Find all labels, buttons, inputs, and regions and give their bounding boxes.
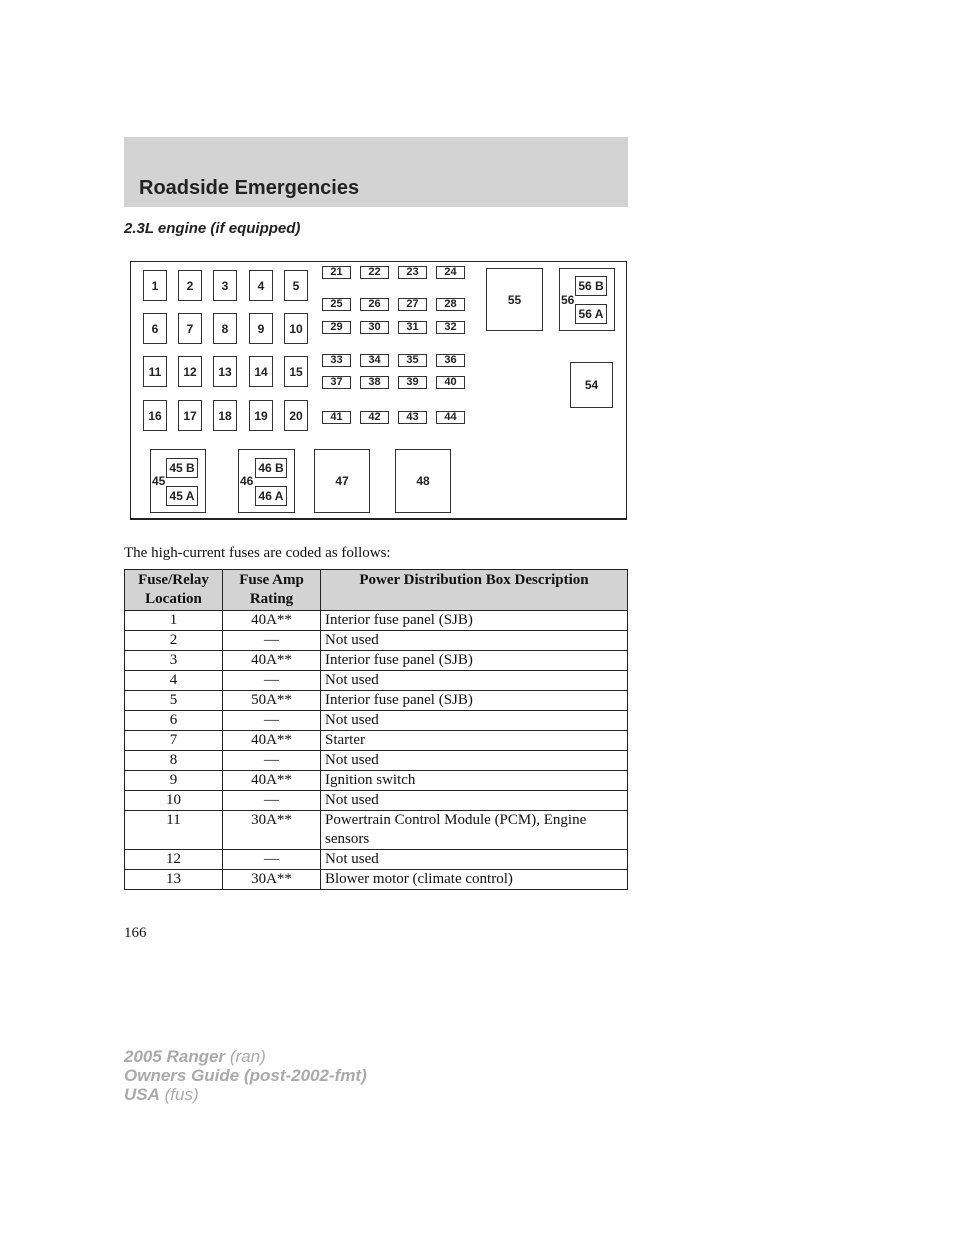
rating-cell: —	[223, 850, 321, 870]
table-row	[125, 791, 628, 811]
fuse-10: 10	[284, 313, 308, 344]
mini-fuse-39: 39	[398, 376, 427, 389]
fuse-3: 3	[213, 270, 237, 301]
table-row	[125, 651, 628, 671]
mini-fuse-23: 23	[398, 266, 427, 279]
location-cell: 7	[125, 731, 223, 751]
mini-fuse-22: 22	[360, 266, 389, 279]
rating-cell: —	[223, 711, 321, 731]
rating-cell: 30A**	[223, 811, 321, 850]
rating-cell: —	[223, 631, 321, 651]
mini-fuse-30: 30	[360, 321, 389, 334]
fuse-13: 13	[213, 356, 237, 387]
mini-fuse-33: 33	[322, 354, 351, 367]
description-cell: Interior fuse panel (SJB)	[321, 651, 628, 671]
fuse-9: 9	[249, 313, 273, 344]
mini-fuse-43: 43	[398, 411, 427, 424]
location-cell: 13	[125, 870, 223, 890]
footer-line-model: 2005 Ranger (ran)	[124, 1047, 266, 1066]
relay-45-label: 45	[152, 474, 166, 488]
description-cell: Not used	[321, 791, 628, 811]
fuse-1: 1	[143, 270, 167, 301]
relay-47: 47	[314, 449, 370, 513]
mini-fuse-34: 34	[360, 354, 389, 367]
location-cell: 1	[125, 611, 223, 631]
footer-line-guide: Owners Guide (post-2002-fmt)	[124, 1066, 367, 1085]
fuse-table	[124, 569, 628, 890]
table-row	[125, 631, 628, 651]
mini-fuse-29: 29	[322, 321, 351, 334]
fuse-6: 6	[143, 313, 167, 344]
fuse-5: 5	[284, 270, 308, 301]
description-cell: Not used	[321, 751, 628, 771]
mini-fuse-27: 27	[398, 298, 427, 311]
rating-cell: 30A**	[223, 870, 321, 890]
rating-cell: 40A**	[223, 771, 321, 791]
description-cell: Not used	[321, 711, 628, 731]
rating-cell: —	[223, 791, 321, 811]
mini-fuse-28: 28	[436, 298, 465, 311]
table-row	[125, 611, 628, 631]
location-cell: 8	[125, 751, 223, 771]
mini-fuse-38: 38	[360, 376, 389, 389]
description-cell: Starter	[321, 731, 628, 751]
table-row	[125, 811, 628, 850]
document-footer	[124, 1047, 367, 1104]
location-cell: 12	[125, 850, 223, 870]
relay-45a: 45 A	[166, 486, 198, 506]
description-cell: Interior fuse panel (SJB)	[321, 691, 628, 711]
fuse-2: 2	[178, 270, 202, 301]
column-header-location: Fuse/Relay Location	[125, 570, 223, 611]
table-row	[125, 711, 628, 731]
column-header-rating: Fuse Amp Rating	[223, 570, 321, 611]
mini-fuse-37: 37	[322, 376, 351, 389]
fuse-15: 15	[284, 356, 308, 387]
description-cell: Interior fuse panel (SJB)	[321, 611, 628, 631]
location-cell: 9	[125, 771, 223, 791]
fuse-4: 4	[249, 270, 273, 301]
fuse-20: 20	[284, 400, 308, 431]
fuse-17: 17	[178, 400, 202, 431]
mini-fuse-36: 36	[436, 354, 465, 367]
mini-fuse-24: 24	[436, 266, 465, 279]
mini-fuse-40: 40	[436, 376, 465, 389]
relay-48: 48	[395, 449, 451, 513]
relay-56b: 56 B	[575, 276, 607, 296]
rating-cell: —	[223, 671, 321, 691]
mini-fuse-32: 32	[436, 321, 465, 334]
table-row	[125, 731, 628, 751]
description-cell: Blower motor (climate control)	[321, 870, 628, 890]
location-cell: 4	[125, 671, 223, 691]
table-row	[125, 751, 628, 771]
mini-fuse-25: 25	[322, 298, 351, 311]
fuse-18: 18	[213, 400, 237, 431]
table-row	[125, 850, 628, 870]
page-number: 166	[124, 925, 147, 941]
location-cell: 11	[125, 811, 223, 850]
mini-fuse-26: 26	[360, 298, 389, 311]
relay-56-label: 56	[561, 293, 575, 307]
fuse-11: 11	[143, 356, 167, 387]
rating-cell: 40A**	[223, 651, 321, 671]
location-cell: 2	[125, 631, 223, 651]
mini-fuse-31: 31	[398, 321, 427, 334]
rating-cell: 40A**	[223, 611, 321, 631]
relay-46a: 46 A	[255, 486, 287, 506]
relay-56a: 56 A	[575, 304, 607, 324]
mini-fuse-44: 44	[436, 411, 465, 424]
fuse-14: 14	[249, 356, 273, 387]
fuse-12: 12	[178, 356, 202, 387]
location-cell: 10	[125, 791, 223, 811]
table-header-row	[125, 570, 628, 611]
fuse-19: 19	[249, 400, 273, 431]
relay-55: 55	[486, 268, 543, 331]
location-cell: 5	[125, 691, 223, 711]
table-row	[125, 771, 628, 791]
section-title: Roadside Emergencies	[139, 177, 360, 199]
location-cell: 6	[125, 711, 223, 731]
intro-text: The high-current fuses are coded as follows:	[124, 545, 391, 561]
fuse-8: 8	[213, 313, 237, 344]
rating-cell: —	[223, 751, 321, 771]
mini-fuse-41: 41	[322, 411, 351, 424]
mini-fuse-21: 21	[322, 266, 351, 279]
description-cell: Not used	[321, 631, 628, 651]
rating-cell: 40A**	[223, 731, 321, 751]
relay-46-label: 46	[240, 474, 254, 488]
table-row	[125, 691, 628, 711]
column-header-description: Power Distribution Box Description	[321, 570, 628, 611]
engine-subtitle: 2.3L engine (if equipped)	[124, 220, 301, 237]
description-cell: Not used	[321, 850, 628, 870]
rating-cell: 50A**	[223, 691, 321, 711]
description-cell: Powertrain Control Module (PCM), Engine sensors	[321, 811, 628, 850]
location-cell: 3	[125, 651, 223, 671]
relay-46b: 46 B	[255, 458, 287, 478]
description-cell: Not used	[321, 671, 628, 691]
fuse-box-diagram	[130, 261, 627, 520]
mini-fuse-35: 35	[398, 354, 427, 367]
fuse-7: 7	[178, 313, 202, 344]
table-row	[125, 671, 628, 691]
relay-45b: 45 B	[166, 458, 198, 478]
mini-fuse-42: 42	[360, 411, 389, 424]
description-cell: Ignition switch	[321, 771, 628, 791]
fuse-16: 16	[143, 400, 167, 431]
table-row	[125, 870, 628, 890]
relay-54: 54	[570, 362, 613, 408]
footer-line-market: USA (fus)	[124, 1085, 199, 1104]
